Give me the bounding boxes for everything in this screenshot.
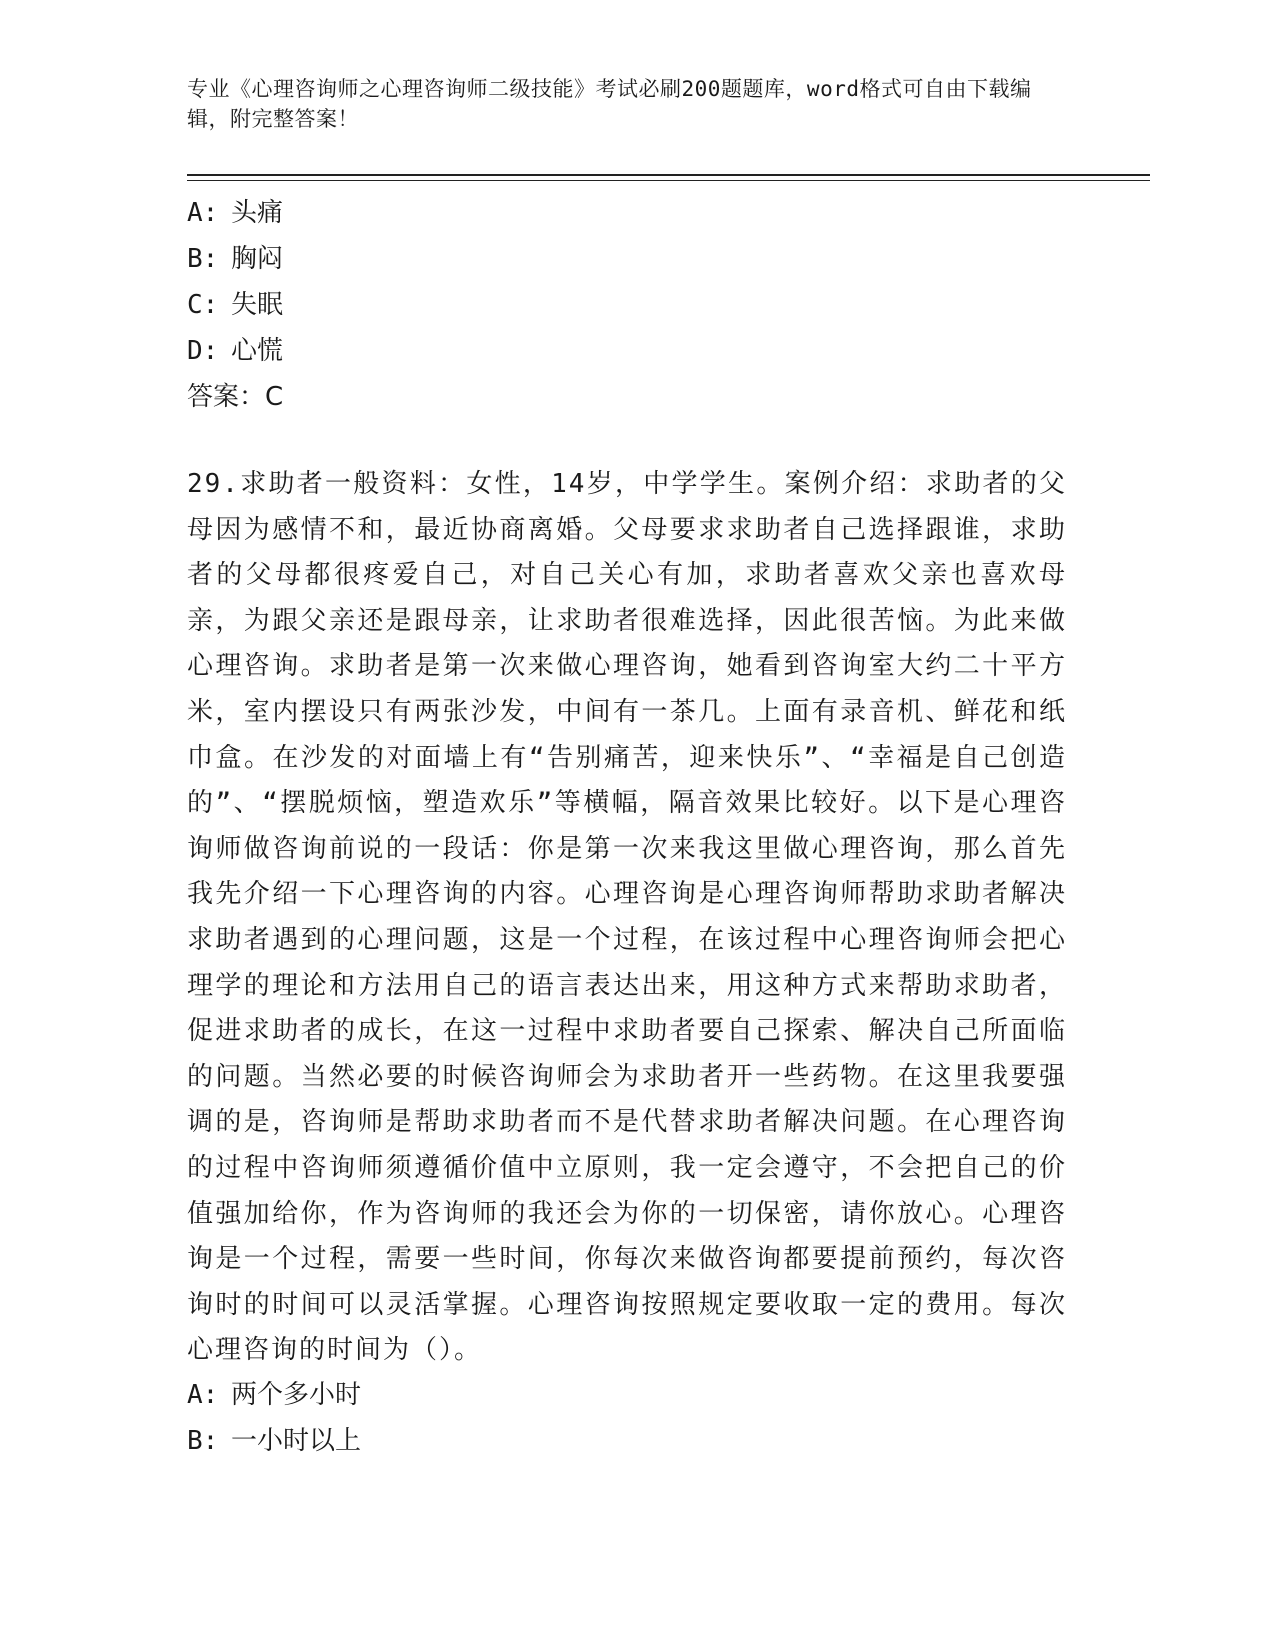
option-c xyxy=(187,282,1087,328)
option-text: 一小时以上 xyxy=(231,1426,362,1456)
option-key: C: xyxy=(187,290,219,320)
option-key: D: xyxy=(187,336,219,366)
option-text: 心慌 xyxy=(231,336,284,366)
option-b xyxy=(187,236,1087,282)
option-text: 胸闷 xyxy=(231,244,284,274)
option-a xyxy=(187,190,1087,236)
document-header xyxy=(187,74,1067,134)
option-text: 头痛 xyxy=(231,198,284,228)
option-text: 两个多小时 xyxy=(231,1380,362,1410)
previous-question-options xyxy=(187,190,1087,420)
option-d xyxy=(187,328,1087,374)
header-divider-thick xyxy=(187,174,1150,176)
option-key: B: xyxy=(187,244,219,274)
question-29-options xyxy=(187,1372,1087,1464)
option-key: B: xyxy=(187,1426,219,1456)
option-key: A: xyxy=(187,1380,219,1410)
option-b xyxy=(187,1418,1087,1464)
option-a xyxy=(187,1372,1087,1418)
header-text: 专业《心理咨询师之心理咨询师二级技能》考试必刷200题题库，word格式可自由下载编辑，附完整答案！ xyxy=(187,77,1032,131)
option-text: 失眠 xyxy=(231,290,284,320)
answer-line: 答案：C xyxy=(187,382,284,412)
header-divider-thin xyxy=(187,180,1150,181)
question-29-text: 29.求助者一般资料：女性，14岁，中学学生。案例介绍：求助者的父母因为感情不和，最近协商离婚。父母要求求助者自己选择跟谁，求助者的父母都很疼爱自己，对自己关心有加，求助者喜欢父亲也喜欢母亲，为跟父亲还是跟母亲，让求助者很难选择，因此很苦恼。为此来做心理咨询。求助者是第一次来做心理咨询，她看到咨询室大约二十平方米，室内摆设只有两张沙发，中间有一茶几。上面有录音机、鲜花和纸巾盒。在沙发的对面墙上有“告别痛苦，迎来快乐”、“幸福是自己创造的”、“摆脱烦恼，塑造欢乐”等横幅，隔音效果比较好。以下是心理咨询师做咨询前说的一段话：你是第一次来我这里做心理咨询，那么首先我先介绍一下心理咨询的内容。心理咨询是心理咨询师帮助求助者解决求助者遇到的心理问题，这是一个过程，在该过程中心理咨询师会把心理学的理论和方法用自己的语言表达出来，用这种方式来帮助求助者，促进求助者的成长，在这一过程中求助者要自己探索、解决自己所面临的问题。当然必要的时候咨询师会为求助者开一些药物。在这里我要强调的是，咨询师是帮助求助者而不是代替求助者解决问题。在心理咨询的过程中咨询师须遵循价值中立原则，我一定会遵守，不会把自己的价值强加给你，作为咨询师的我还会为你的一切保密，请你放心。心理咨询是一个过程，需要一些时间，你每次来做咨询都要提前预约，每次咨询时的时间可以灵活掌握。心理咨询按照规定要收取一定的费用。每次心理咨询的时间为（）。 xyxy=(187,469,1067,1366)
option-key: A: xyxy=(187,198,219,228)
